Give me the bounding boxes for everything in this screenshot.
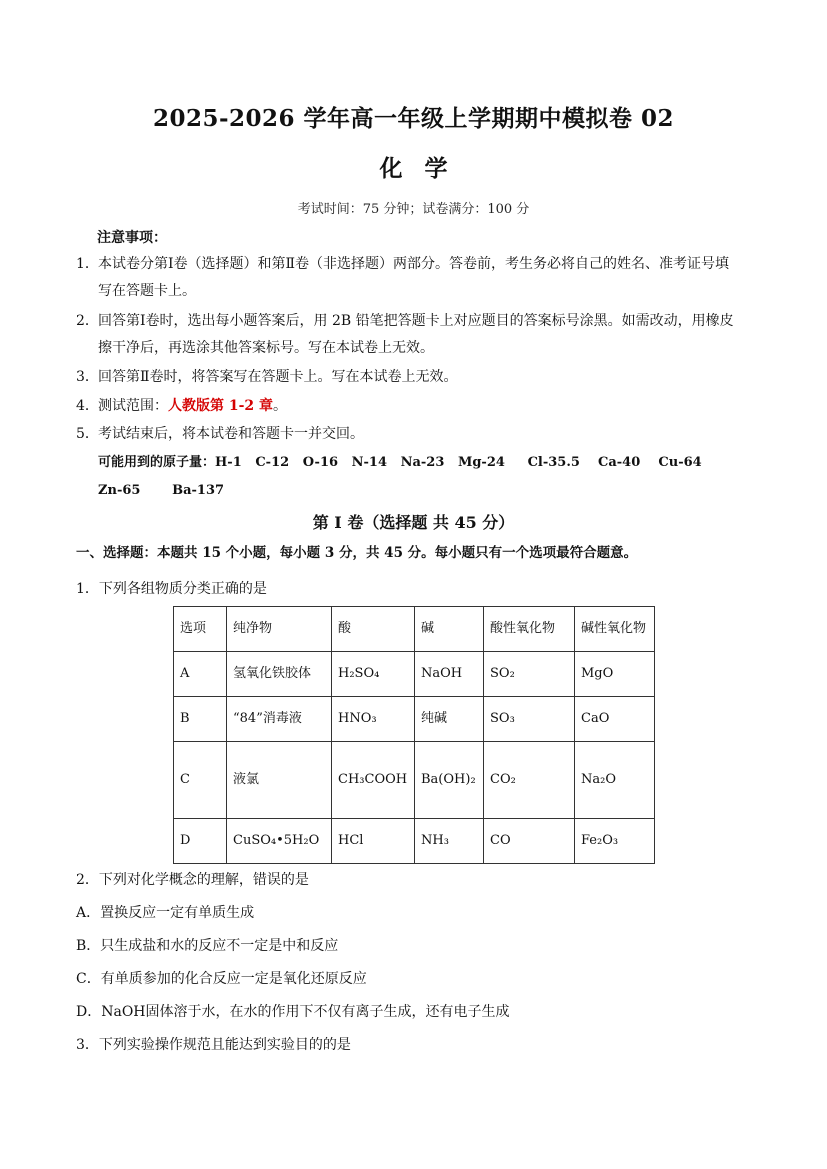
table-cell: H₂SO₄	[332, 652, 415, 697]
table-cell: 液氯	[227, 742, 332, 819]
atomic-mass: N-14	[351, 455, 387, 470]
table-header: 碱性氧化物	[575, 607, 655, 652]
question-1-stem: 1．下列各组物质分类正确的是	[76, 581, 267, 597]
question-2-option-d: D．NaOH固体溶于水，在水的作用下不仅有离子生成，还有电子生成	[76, 1004, 510, 1020]
exam-info: 考试时间：75 分钟；试卷满分：100 分	[297, 202, 530, 217]
table-cell: NH₃	[415, 819, 484, 864]
question-2-stem: 2．下列对化学概念的理解，错误的是	[76, 872, 309, 888]
table-cell: Na₂O	[575, 742, 655, 819]
atomic-mass: Cu-64	[658, 455, 702, 470]
atomic-mass: Zn-65	[98, 483, 141, 498]
table-cell: C	[174, 742, 227, 819]
notice-item-2: 2．回答第Ⅰ卷时，选出每小题答案后，用 2B 铅笔把答题卡上对应题目的答案标号涂黑。如需改动，用橡皮	[76, 313, 734, 329]
table-row	[174, 819, 655, 864]
table-cell: CuSO₄•5H₂O	[227, 819, 332, 864]
notice-item-1: 1．本试卷分第Ⅰ卷（选择题）和第Ⅱ卷（非选择题）两部分。答卷前，考生务必将自己的姓名、准考证号填	[76, 256, 730, 272]
classification-table	[173, 606, 655, 864]
notice-item-4: 4．测试范围：人教版第 1-2 章。	[76, 398, 288, 414]
table-cell: CaO	[575, 697, 655, 742]
table-cell: CO	[484, 819, 575, 864]
subject-title: 化学	[379, 155, 470, 182]
notice-item-3: 3．回答第Ⅱ卷时，将答案写在答题卡上。写在本试卷上无效。	[76, 369, 458, 385]
table-header: 纯净物	[227, 607, 332, 652]
table-cell: HNO₃	[332, 697, 415, 742]
atomic-mass-line-1: 可能用到的原子量：H-1 C-12 O-16 N-14 Na-23 Mg-24 Cl-35.5 Ca-40 Cu-64	[98, 455, 702, 470]
question-2-option-c: C．有单质参加的化合反应一定是氧化还原反应	[76, 971, 367, 987]
table-cell: 氢氧化铁胶体	[227, 652, 332, 697]
atomic-mass: Mg-24	[457, 455, 505, 470]
notice-item-5: 5．考试结束后，将本试卷和答题卡一并交回。	[76, 426, 364, 442]
notice-item-2-cont: 擦干净后，再选涂其他答案标号。写在本试卷上无效。	[98, 340, 434, 356]
table-cell: NaOH	[415, 652, 484, 697]
table-cell: CO₂	[484, 742, 575, 819]
notice-heading: 注意事项：	[97, 230, 167, 246]
table-cell: HCl	[332, 819, 415, 864]
atomic-mass: O-16	[302, 455, 339, 470]
test-scope-highlight: 人教版第 1-2 章	[168, 398, 274, 414]
question-3-stem: 3．下列实验操作规范且能达到实验目的的是	[76, 1037, 351, 1053]
table-cell: D	[174, 819, 227, 864]
atomic-mass-line-2	[98, 481, 224, 501]
atomic-mass: Ba-137	[172, 483, 225, 498]
table-row	[174, 652, 655, 697]
question-2-option-a: A．置换反应一定有单质生成	[76, 905, 255, 921]
table-cell: 纯碱	[415, 697, 484, 742]
table-cell: Fe₂O₃	[575, 819, 655, 864]
atomic-mass: Na-23	[400, 455, 445, 470]
table-header: 碱	[415, 607, 484, 652]
table-cell: CH₃COOH	[332, 742, 415, 819]
table-header-row	[174, 607, 655, 652]
table-cell: A	[174, 652, 227, 697]
table-cell: SO₂	[484, 652, 575, 697]
table-cell: “84”消毒液	[227, 697, 332, 742]
exam-title: 2025-2026 学年高一年级上学期期中模拟卷 02	[152, 105, 675, 132]
table-cell: B	[174, 697, 227, 742]
table-cell: Ba(OH)₂	[415, 742, 484, 819]
section-title: 第 I 卷（选择题 共 45 分）	[312, 513, 515, 532]
table-header: 选项	[174, 607, 227, 652]
section-instruction: 一、选择题：本题共 15 个小题，每小题 3 分，共 45 分。每小题只有一个选项最符合题意。	[76, 545, 638, 561]
table-row	[174, 742, 655, 819]
table-row	[174, 697, 655, 742]
atomic-mass: Ca-40	[598, 455, 641, 470]
table-header: 酸	[332, 607, 415, 652]
atomic-mass: C-12	[255, 455, 290, 470]
atomic-mass: H-1	[215, 455, 242, 470]
table-cell: SO₃	[484, 697, 575, 742]
question-2-option-b: B．只生成盐和水的反应不一定是中和反应	[76, 938, 339, 954]
atomic-mass: Cl-35.5	[527, 455, 580, 470]
table-header: 酸性氧化物	[484, 607, 575, 652]
notice-item-1-cont: 写在答题卡上。	[98, 283, 196, 299]
table-cell: MgO	[575, 652, 655, 697]
